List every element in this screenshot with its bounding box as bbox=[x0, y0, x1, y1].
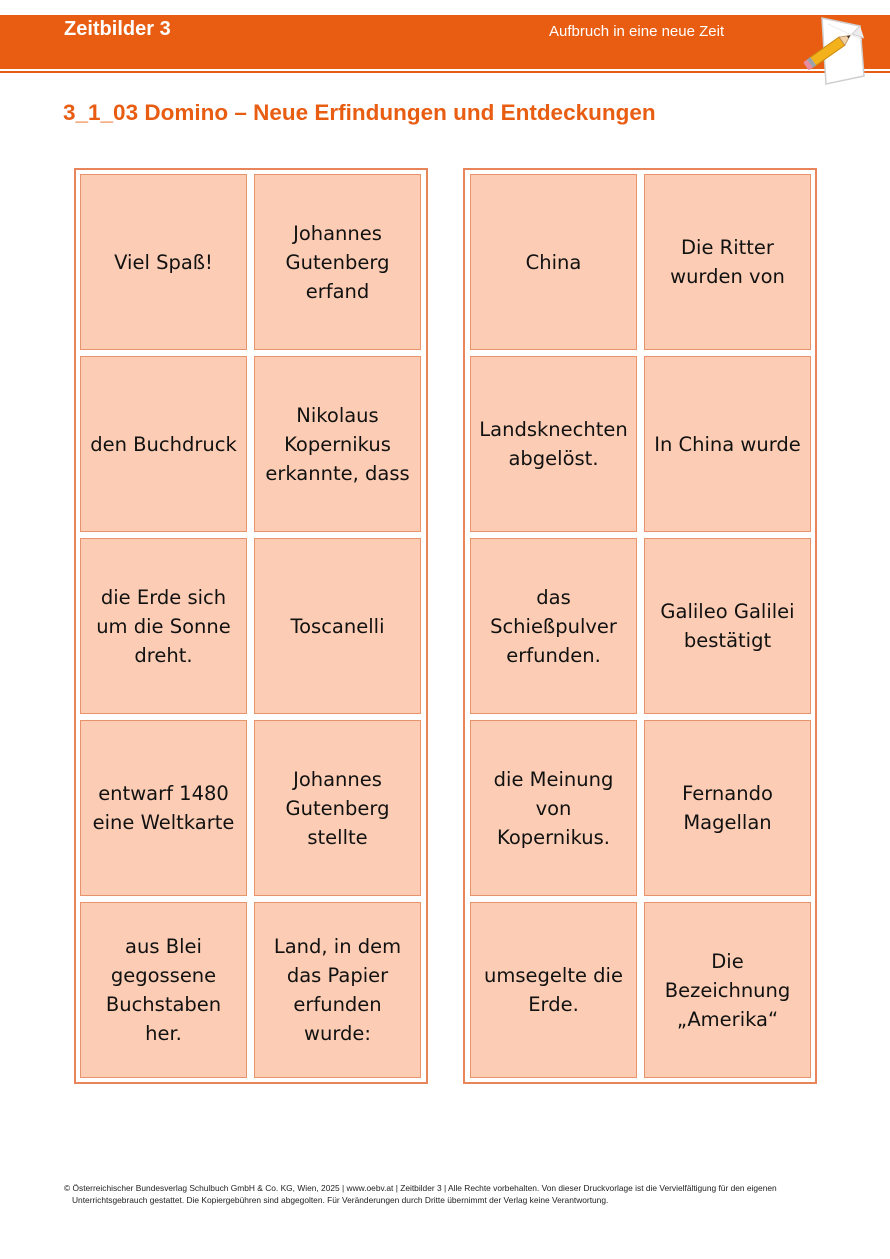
page-title: 3_1_03 Domino – Neue Erfindungen und Entdeckungen bbox=[63, 100, 656, 125]
domino-card: Die Bezeichnung „Amerika“ bbox=[644, 902, 811, 1078]
domino-card: das Schießpulver erfunden. bbox=[470, 538, 637, 714]
domino-card: Viel Spaß! bbox=[80, 174, 247, 350]
domino-card: Johannes Gutenberg stellte bbox=[254, 720, 421, 896]
domino-card: entwarf 1480 eine Weltkarte bbox=[80, 720, 247, 896]
domino-card: Galileo Galilei bestätigt bbox=[644, 538, 811, 714]
domino-card: die Erde sich um die Sonne dreht. bbox=[80, 538, 247, 714]
brand-title: Zeitbilder 3 bbox=[64, 18, 171, 40]
domino-card: aus Blei gegossene Buchstaben her. bbox=[80, 902, 247, 1078]
footer-line-1: © Österreichischer Bundesverlag Schulbuch GmbH & Co. KG, Wien, 2025 | www.oebv.at | Zeitbilder 3 | Alle Rechte vorbehalten. Von dieser Druckvorlage ist die Vervielfältigung für den eigenen bbox=[64, 1183, 777, 1193]
copyright-footer bbox=[64, 1182, 824, 1206]
domino-card: Nikolaus Kopernikus erkannte, dass bbox=[254, 356, 421, 532]
domino-card: umsegelte die Erde. bbox=[470, 902, 637, 1078]
domino-panel-right bbox=[463, 168, 817, 1084]
domino-card: Johannes Gutenberg erfand bbox=[254, 174, 421, 350]
domino-card: Fernando Magellan bbox=[644, 720, 811, 896]
domino-card: den Buchdruck bbox=[80, 356, 247, 532]
header-divider bbox=[0, 71, 890, 73]
pencil-paper-icon bbox=[800, 12, 870, 90]
domino-card: Landsknechten abgelöst. bbox=[470, 356, 637, 532]
domino-card: die Meinung von Kopernikus. bbox=[470, 720, 637, 896]
domino-card: Toscanelli bbox=[254, 538, 421, 714]
domino-card: In China wurde bbox=[644, 356, 811, 532]
domino-card: Land, in dem das Papier erfunden wurde: bbox=[254, 902, 421, 1078]
domino-card: Die Ritter wurden von bbox=[644, 174, 811, 350]
footer-line-2: Unterrichtsgebrauch gestattet. Die Kopiergebühren sind abgegolten. Für Veränderungen durch Dritte übernimmt der Verlag keine Verantwortung. bbox=[72, 1195, 609, 1205]
header-subtitle: Aufbruch in eine neue Zeit bbox=[549, 23, 725, 40]
domino-panel-left bbox=[74, 168, 428, 1084]
domino-card: China bbox=[470, 174, 637, 350]
